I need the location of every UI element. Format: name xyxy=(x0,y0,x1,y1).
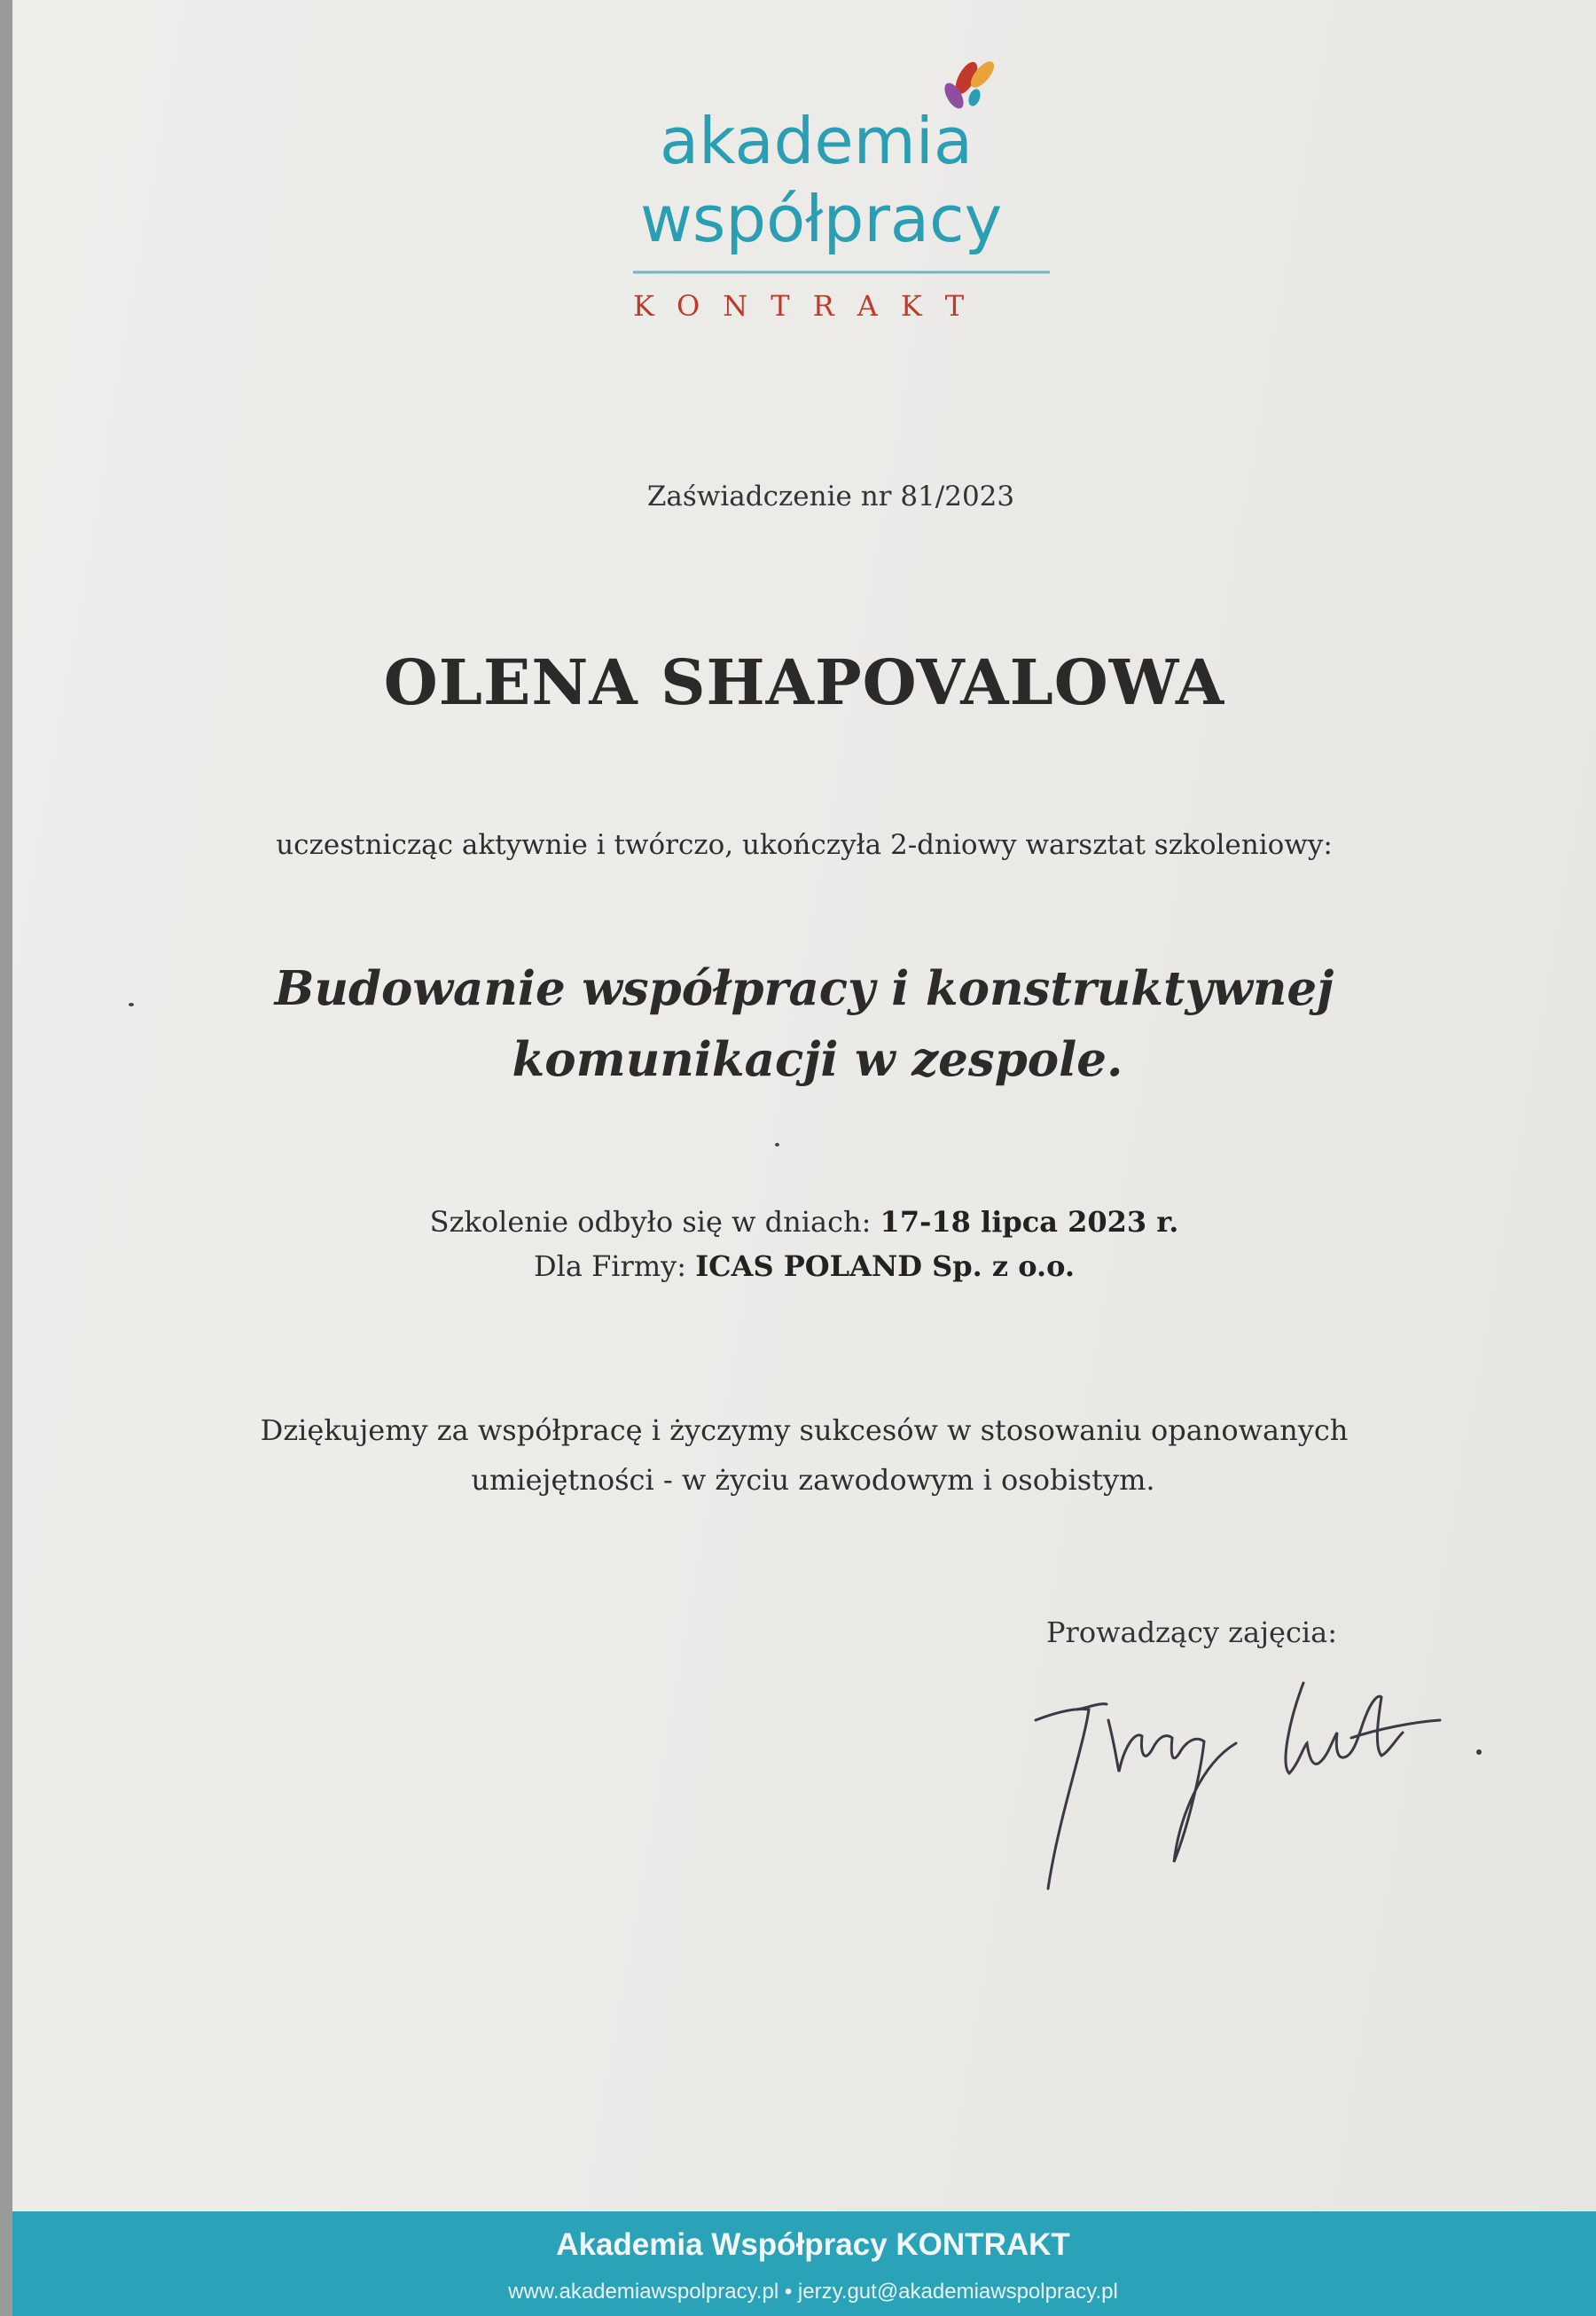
thanks-line-1: Dziękujemy za współpracę i życzymy sukcesów w stosowaniu opanowanych xyxy=(260,1413,1349,1447)
training-dates-label: Szkolenie odbyło się w dniach: xyxy=(429,1205,872,1239)
recipient-name: OLENA SHAPOVALOWA xyxy=(383,646,1225,719)
akademia-wspolpracy-logo xyxy=(615,53,1076,328)
paper-speck xyxy=(129,1003,134,1006)
thanks-message xyxy=(12,1405,1596,1505)
certificate-sheet xyxy=(12,0,1596,2316)
logo-line-kontrakt: KONTRAKT xyxy=(633,289,988,323)
training-dates xyxy=(12,1200,1596,1244)
completion-statement: uczestnicząc aktywnie i twórczo, ukończyła 2-dniowy warsztat szkoleniowy: xyxy=(276,829,1333,861)
thanks-line-2: umiejętności - w życiu zawodowym i osobistym. xyxy=(471,1463,1155,1497)
instructor-signature xyxy=(1023,1667,1520,1897)
footer-band xyxy=(12,2211,1596,2316)
paper-speck xyxy=(775,1143,779,1146)
training-company xyxy=(12,1244,1596,1288)
certificate-number: Zaświadczenie nr 81/2023 xyxy=(646,481,1015,512)
logo-line-wspolpracy: współpracy xyxy=(640,182,1003,256)
course-title-line-1: Budowanie współpracy i konstruktywnej xyxy=(274,961,1334,1016)
footer-title: Akademia Współpracy KONTRAKT xyxy=(556,2227,1070,2262)
course-title-line-2: komunikacji w zespole. xyxy=(512,1032,1123,1087)
training-details xyxy=(12,1200,1596,1288)
training-company-label: Dla Firmy: xyxy=(533,1249,687,1283)
footer-contact: www.akademiawspolpracy.pl • jerzy.gut@akademiawspolpracy.pl xyxy=(508,2280,1118,2304)
instructor-label: Prowadzący zajęcia: xyxy=(1046,1616,1337,1649)
course-title xyxy=(12,953,1596,1095)
logo-line-akademia: akademia xyxy=(660,104,973,178)
training-dates-value: 17-18 lipca 2023 r. xyxy=(880,1205,1179,1239)
training-company-value: ICAS POLAND Sp. z o.o. xyxy=(695,1249,1076,1283)
